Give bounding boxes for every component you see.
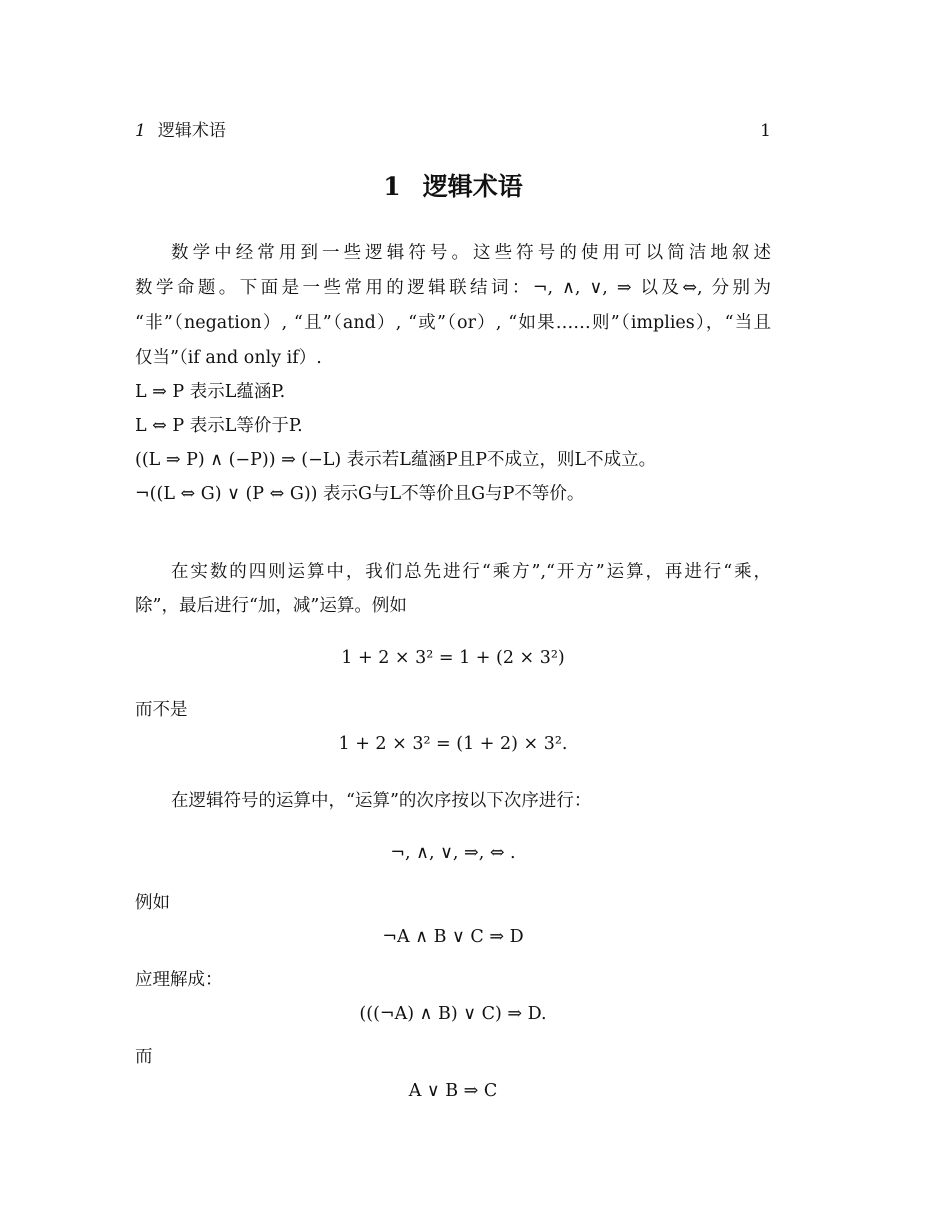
running-head-section-number: 1 bbox=[135, 121, 146, 141]
section-title: 逻辑术语 bbox=[422, 172, 523, 201]
display-equation: ¬, ∧, ∨, ⇒, ⇔ . bbox=[390, 843, 516, 863]
text-line: ¬((L ⇔ G) ∨ (P ⇔ G)) 表示G与L不等价且G与P不等价。 bbox=[135, 484, 585, 504]
section-number: 1 bbox=[383, 172, 401, 201]
page-number: 1 bbox=[760, 121, 771, 141]
text-line: 而 bbox=[135, 1047, 153, 1067]
display-equation: 1 + 2 × 3² = (1 + 2) × 3². bbox=[338, 734, 568, 754]
text-line: 在实数的四则运算中，我们总先进行“乘方”,“开方”运算，再进行“乘， bbox=[171, 562, 771, 582]
text-line: 数学命题。下面是一些常用的逻辑联结词：¬, ∧, ∨, ⇒ 以及⇔, 分别为 bbox=[135, 278, 771, 298]
text-line: 而不是 bbox=[135, 700, 188, 720]
section-heading bbox=[135, 170, 771, 204]
text-line: “非”（negation）, “且”（and）, “或”（or）, “如果……则”（implies），“当且 bbox=[135, 313, 771, 333]
display-equation: A ∨ B ⇒ C bbox=[408, 1081, 498, 1101]
running-head bbox=[135, 119, 771, 143]
text-line: ((L ⇒ P) ∧ (−P)) ⇒ (−L) 表示若L蕴涵P且P不成立，则L不成立。 bbox=[135, 450, 657, 470]
text-line: 数学中经常用到一些逻辑符号。这些符号的使用可以简洁地叙述 bbox=[171, 243, 771, 263]
text-line: 除”，最后进行“加，减”运算。例如 bbox=[135, 596, 407, 616]
display-equation: ¬A ∧ B ∨ C ⇒ D bbox=[382, 927, 524, 947]
running-head-section bbox=[135, 119, 226, 143]
text-line: L ⇔ P 表示L等价于P. bbox=[135, 416, 303, 436]
text-line: 应理解成： bbox=[135, 970, 223, 990]
text-line: 在逻辑符号的运算中，“运算”的次序按以下次序进行： bbox=[171, 791, 592, 811]
text-line: 仅当”（if and only if）. bbox=[135, 348, 322, 368]
display-equation: 1 + 2 × 3² = 1 + (2 × 3²) bbox=[341, 648, 565, 668]
text-line: L ⇒ P 表示L蕴涵P. bbox=[135, 382, 286, 402]
text-line: 例如 bbox=[135, 893, 170, 913]
display-equation: (((¬A) ∧ B) ∨ C) ⇒ D. bbox=[359, 1004, 547, 1024]
running-head-section-title: 逻辑术语 bbox=[157, 121, 226, 141]
